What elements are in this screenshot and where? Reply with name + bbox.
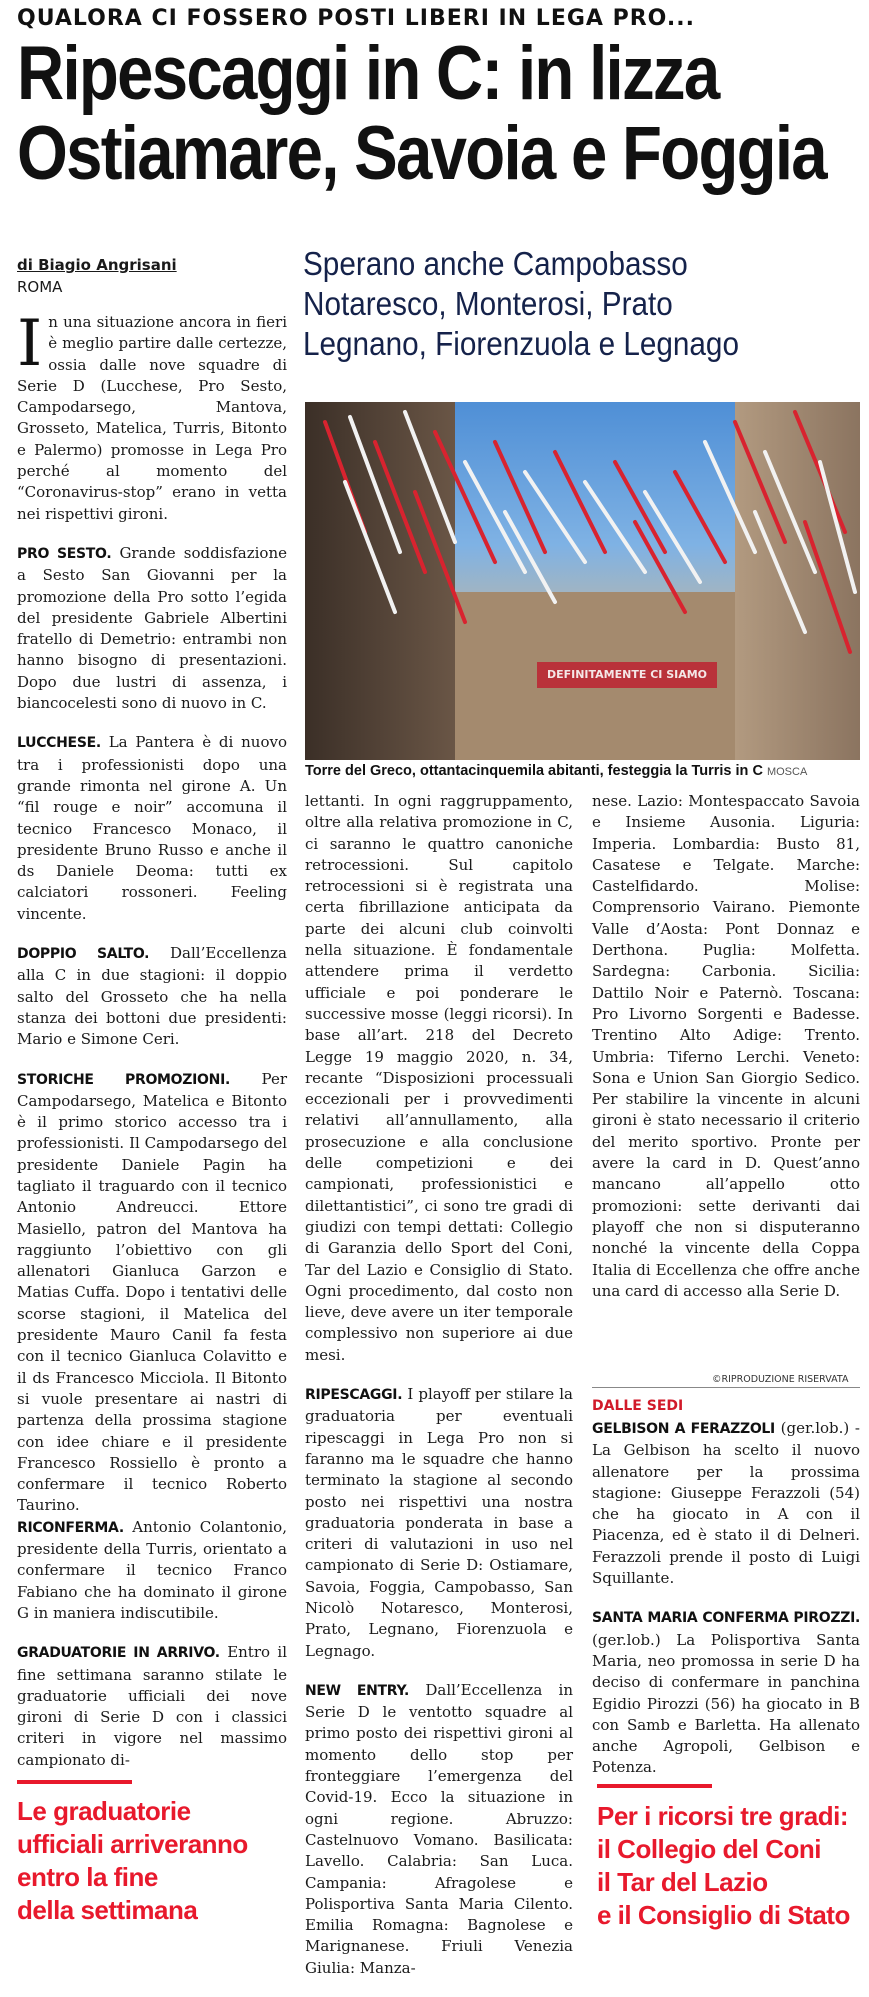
graduatorie-text: Entro il fine settimana saranno stilate le graduatorie ufficiali dei nove gironi di Serie D con i classici criteri in vigore nel massimo campionato di- xyxy=(17,1643,287,1769)
ripescaggi-paragraph xyxy=(305,1384,573,1662)
headline-line-2: Ostiamare, Savoia e Foggia xyxy=(17,111,826,196)
headline-line-1: Ripescaggi in C: in lizza xyxy=(17,31,719,116)
pullquote-left-line-2: ufficiali arriveranno xyxy=(17,1829,248,1859)
ripescaggi-text: I playoff per stilare la graduatoria per eventuali ripescaggi in Lega Pro non si faranno ma le squadre che hanno terminato la stagione al secondo posto nei rispettivi una nostra graduatoria ponderata in base a criteri di valutazioni in uso nel campionato di Serie D: Ostiamare, Savoia, Foggia, Campobasso, San Nicolò Notaresco, Monterosi, Prato, Legnano, Fiorenzuola e Legnago. xyxy=(305,1385,573,1660)
gelbison-paragraph xyxy=(592,1418,860,1589)
pullquote-right-bar xyxy=(597,1784,712,1788)
riconferma-text: Antonio Colantonio, presidente della Turris, orientato a confermare il tecnico Franco Fabiano che ha dominato il girone G in maniera indiscutibile. xyxy=(17,1517,287,1622)
pro-sesto-paragraph xyxy=(17,543,287,714)
lucchese-tag: LUCCHESE. xyxy=(17,735,101,752)
byline xyxy=(17,254,177,298)
new-entry-paragraph xyxy=(305,1680,573,1979)
headline xyxy=(17,31,826,196)
col3-cont-text: nese. Lazio: Montespaccato Savoia e Insieme Ausonia. Liguria: Imperia. Lombardia: Busto 81, Casatese e Telgate. Marche: Castelfidardo. Molise: Comprensorio Vairano. Piemonte Valle d’Aosta: Pont Donnaz e Derthona. Puglia: Molfetta. Sardegna: Carbonia. Sicilia: Dattilo Noir e Paternò. Toscana: Pro Livorno Sorgenti e Badesse. Trentino Alto Adige: Trento. Umbria: Tiferno Lerchi. Veneto: Sona e Union San Giorgio Sedico. Per stabilire la vincente in alcuni gironi è stato necessario il criterio del merito sportivo. Pronte per avere la card in D. Quest’anno mancano all’appello otto promozioni: sette derivanti dai playoff che non si disputeranno nonché la vincente della Coppa Italia di Eccellenza che offre anche una card di accesso alla Serie D. xyxy=(592,792,860,1300)
pullquote-right xyxy=(597,1800,862,1932)
doppio-salto-paragraph xyxy=(17,943,287,1050)
lucchese-paragraph xyxy=(17,732,287,925)
pullquote-left-bar xyxy=(17,1780,132,1784)
santa-maria-tag: SANTA MARIA CONFERMA PIROZZI. xyxy=(592,1610,860,1627)
pro-sesto-tag: PRO SESTO. xyxy=(17,545,112,562)
graduatorie-tag: GRADUATORIE IN ARRIVO. xyxy=(17,1645,220,1662)
pullquote-left-line-3: entro la fine xyxy=(17,1862,158,1892)
pullquote-left-line-4: della settimana xyxy=(17,1895,198,1925)
riconferma-paragraph xyxy=(17,1517,287,1624)
kicker: QUALORA CI FOSSERO POSTI LIBERI IN LEGA PRO... xyxy=(17,6,695,31)
dalle-sedi-label: DALLE SEDI xyxy=(592,1398,684,1414)
photo-banner-sign: DEFINITAMENTE CI SIAMO xyxy=(537,662,717,688)
photo-caption xyxy=(305,763,865,779)
lucchese-text: La Pantera è di nuovo tra i professionisti dopo una grande rimonta nel girone A. Un “fil rouge e noir” accomuna il tecnico Francesco Monaco, il presidente Bruno Russo e anche il ds Daniele Deoma: tutti ex calciatori rossoneri. Feeling vincente. xyxy=(17,733,287,923)
storiche-paragraph xyxy=(17,1069,287,1517)
byline-city: ROMA xyxy=(17,278,63,296)
turris-celebration-photo xyxy=(305,402,860,760)
santa-maria-paragraph xyxy=(592,1607,860,1778)
pro-sesto-text: Grande soddisfazione a Sesto San Giovanni per la promozione della Pro sotto l’egida del presidente Gabriele Albertini fratello di Demetrio: entrambi non hanno bisogno di presentazioni. Dopo due lustri di assenza, i biancocelesti sono di nuovo in C. xyxy=(17,543,287,713)
new-entry-tag: NEW ENTRY. xyxy=(305,1682,410,1699)
byline-author: di Biagio Angrisani xyxy=(17,256,177,274)
photo-credit: MOSCA xyxy=(766,766,808,778)
dalle-sedi-column xyxy=(592,1418,860,1797)
doppio-salto-text: Dall’Eccellenza alla C in due stagioni: il doppio salto del Grosseto che ha nella stanza dei bottoni due presidenti: Mario e Simone Ceri. xyxy=(17,944,287,1049)
graduatorie-paragraph xyxy=(17,1642,287,1771)
article-column-2 xyxy=(305,791,573,1997)
pullquote-right-line-4: e il Consiglio di Stato xyxy=(597,1900,850,1930)
doppio-salto-tag: DOPPIO SALTO. xyxy=(17,946,150,963)
subhead-line-3: Legnano, Fiorenzuola e Legnago xyxy=(303,325,739,362)
intro-text: n una situazione ancora in fieri è meglio partire dalle certezze, ossia dalle nove squadre di Serie D (Lucchese, Pro Sesto, Campodarsego, Mantova, Grosseto, Matelica, Turris, Bitonto e Palermo) promosse in Lega Pro perché al momento del “Coronavirus-stop” erano in vetta nei rispettivi gironi. xyxy=(17,313,287,523)
santa-maria-text: (ger.lob.) La Polisportiva Santa Maria, neo promossa in serie D ha deciso di confermare in panchina Egidio Pirozzi (56) ha giocato in B con Samb e Barletta. Ha allenato anche Agropoli, Gelbison e Potenza. xyxy=(592,1630,860,1777)
gelbison-text: (ger.lob.) - La Gelbison ha scelto il nuovo allenatore per la prossima stagione: Giuseppe Ferazzoli (54) che ha giocato in A con il Piacenza, ed è stato il di Delneri. Ferazzoli prende il posto di Luigi Squillante. xyxy=(592,1419,860,1588)
column-2-continuation xyxy=(305,791,573,1366)
caption-text: Torre del Greco, ottantacinquemila abitanti, festeggia la Turris in C xyxy=(305,763,763,779)
subheadline xyxy=(303,244,807,364)
ripescaggi-tag: RIPESCAGGI. xyxy=(305,1387,403,1404)
intro-paragraph xyxy=(17,307,287,525)
subhead-line-1: Sperano anche Campobasso xyxy=(303,245,688,282)
pullquote-right-line-1: Per i ricorsi tre gradi: xyxy=(597,1801,848,1831)
subhead-line-2: Notaresco, Monterosi, Prato xyxy=(303,285,673,322)
pullquote-right-line-3: il Tar del Lazio xyxy=(597,1867,768,1897)
drop-cap: I xyxy=(17,307,43,381)
storiche-text: Per Campodarsego, Matelica e Bitonto è il primo storico accesso tra i professionisti. Il Campodarsego del presidente Daniele Pagin ha tagliato il traguardo con il tecnico Antonio Andreucci. Ettore Masiello, patron del Mantova ha raggiunto l’obiettivo con gli allenatori Gianluca Garzon e Matias Cuffa. Dopo i tentativi delle scorse stagioni, il Matelica del presidente Mauro Canil fa festa con il tecnico Gianluca Colavitto e il ds Francesco Micciola. Il Bitonto si vuole presentare ai nastri di partenza della prossima stagione con idee chiare e il presidente Francesco Rossiello è pronto a confermare il tecnico Roberto Taurino. xyxy=(17,1069,287,1515)
pullquote-left-line-1: Le graduatorie xyxy=(17,1796,191,1826)
photo-streamers xyxy=(305,402,860,760)
gelbison-tag: GELBISON A FERAZZOLI xyxy=(592,1421,775,1437)
riconferma-tag: RICONFERMA. xyxy=(17,1519,124,1536)
new-entry-text: Dall’Eccellenza in Serie D le ventotto squadre al primo posto dei rispettivi gironi al momento dello stop per fronteggiare l’emergenza del Covid-19. Ecco la situazione in ogni regione. Abruzzo: Castelnuovo Vomano. Basilicata: Lavello. Calabria: San Luca. Campania: Afragolese e Polisportiva Santa Maria Cilento. Emilia Romagna: Bagnolese e Marignanese. Friuli Venezia Giulia: Manza- xyxy=(305,1680,573,1977)
pullquote-right-line-2: il Collegio del Coni xyxy=(597,1834,821,1864)
copyright-note: ©RIPRODUZIONE RISERVATA xyxy=(712,1374,849,1385)
article-column-3 xyxy=(592,791,860,1320)
column-3-continuation xyxy=(592,791,860,1302)
sedi-divider xyxy=(592,1387,860,1388)
storiche-tag: STORICHE PROMOZIONI. xyxy=(17,1071,230,1088)
pullquote-left xyxy=(17,1795,292,1927)
col2-cont-text: lettanti. In ogni raggruppamento, oltre alla relativa promozione in C, ci saranno le quattro canoniche retrocessioni. Sul capitolo retrocessioni si è registrata una certa fibrillazione anticipata da parte dei alcuni club coinvolti nella situazione. È fondamentale attendere prima il verdetto ufficiale e poi ponderare le successive mosse (leggi ricorsi). In base all’art. 218 del Decreto Legge 19 maggio 2020, n. 34, recante “Disposizioni processuali eccezionali per i provvedimenti relativi all’annullamento, alla prosecuzione e alla conclusione delle competizioni e dei campionati, professionistici e dilettantistici”, ci sono tre gradi di giudizi con tempi dettati: Collegio di Garanzia dello Sport del Coni, Tar del Lazio e Consiglio di Stato. Ogni procedimento, dal costo non lieve, deve avere un iter temporale complessivo non superiore ai due mesi. xyxy=(305,792,573,1364)
article-column-1 xyxy=(17,307,287,1789)
